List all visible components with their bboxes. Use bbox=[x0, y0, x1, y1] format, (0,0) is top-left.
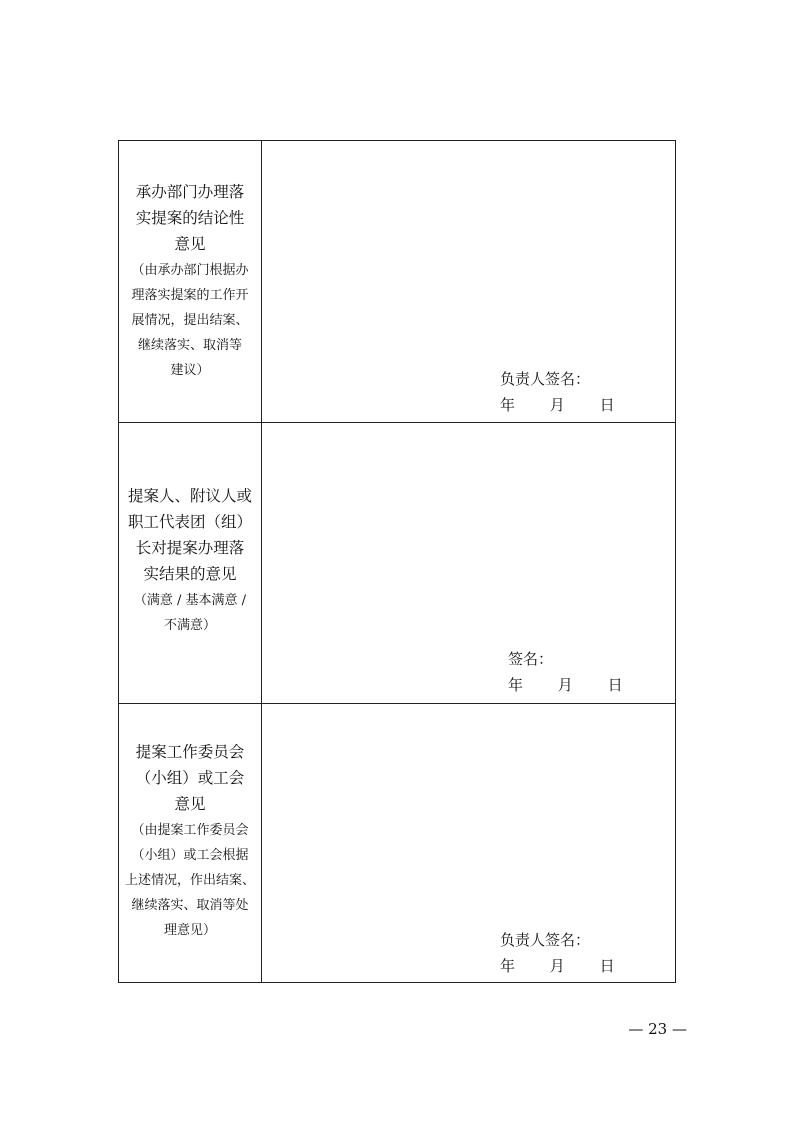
label-line: 提案人、附议人或 bbox=[127, 487, 252, 505]
note-line: 上述情况，作出结案、 bbox=[124, 873, 255, 888]
note-line: 展情况，提出结案、 bbox=[131, 313, 249, 328]
row-department-opinion bbox=[119, 141, 675, 422]
row-proposer-opinion bbox=[119, 422, 675, 703]
date-line bbox=[500, 956, 615, 976]
proposal-form-table bbox=[118, 140, 676, 983]
date-line bbox=[508, 675, 623, 695]
label-line: （小组）或工会 bbox=[135, 769, 245, 787]
note-line: 建议） bbox=[170, 363, 210, 378]
label-line: 意见 bbox=[174, 235, 206, 253]
label-line: 实结果的意见 bbox=[143, 565, 237, 583]
note-line: （由承办部门根据办 bbox=[131, 263, 249, 278]
page-number: — 23 — bbox=[628, 1020, 687, 1038]
label-line: 提案工作委员会 bbox=[135, 743, 245, 761]
date-day-label: 日 bbox=[599, 957, 615, 975]
note-line: 理落实提案的工作开 bbox=[131, 288, 249, 303]
label-line: 意见 bbox=[174, 795, 206, 813]
signature-label: 负责人签名： bbox=[500, 931, 591, 949]
note-line: 继续落实、取消等 bbox=[137, 338, 242, 353]
label-cell-department-opinion bbox=[119, 141, 262, 422]
opinion-entry-area[interactable] bbox=[262, 141, 675, 422]
note-line: 继续落实、取消等处 bbox=[131, 898, 249, 913]
date-year-label: 年 bbox=[508, 676, 524, 694]
label-line: 长对提案办理落 bbox=[135, 539, 245, 557]
date-year-label: 年 bbox=[500, 957, 516, 975]
date-day-label: 日 bbox=[607, 676, 623, 694]
date-month-label: 月 bbox=[549, 957, 565, 975]
note-line: （由提案工作委员会 bbox=[131, 823, 249, 838]
label-line: 承办部门办理落 bbox=[135, 183, 245, 201]
opinion-entry-area[interactable] bbox=[262, 423, 675, 703]
date-line bbox=[500, 395, 615, 415]
opinion-entry-area[interactable] bbox=[262, 704, 675, 982]
row-committee-opinion bbox=[119, 703, 675, 982]
label-cell-proposer-opinion bbox=[119, 423, 262, 703]
label-line: 实提案的结论性 bbox=[135, 209, 245, 227]
note-line: （满意 / 基本满意 / bbox=[133, 593, 247, 608]
note-line: （小组）或工会根据 bbox=[131, 848, 249, 863]
date-month-label: 月 bbox=[549, 396, 565, 414]
date-year-label: 年 bbox=[500, 396, 516, 414]
label-cell-committee-opinion bbox=[119, 704, 262, 982]
note-line: 理意见） bbox=[163, 923, 216, 938]
signature-label: 签名： bbox=[508, 650, 554, 668]
note-line: 不满意） bbox=[163, 618, 216, 633]
label-line: 职工代表团（组） bbox=[127, 513, 252, 531]
date-day-label: 日 bbox=[599, 396, 615, 414]
signature-label: 负责人签名： bbox=[500, 370, 591, 388]
date-month-label: 月 bbox=[557, 676, 573, 694]
